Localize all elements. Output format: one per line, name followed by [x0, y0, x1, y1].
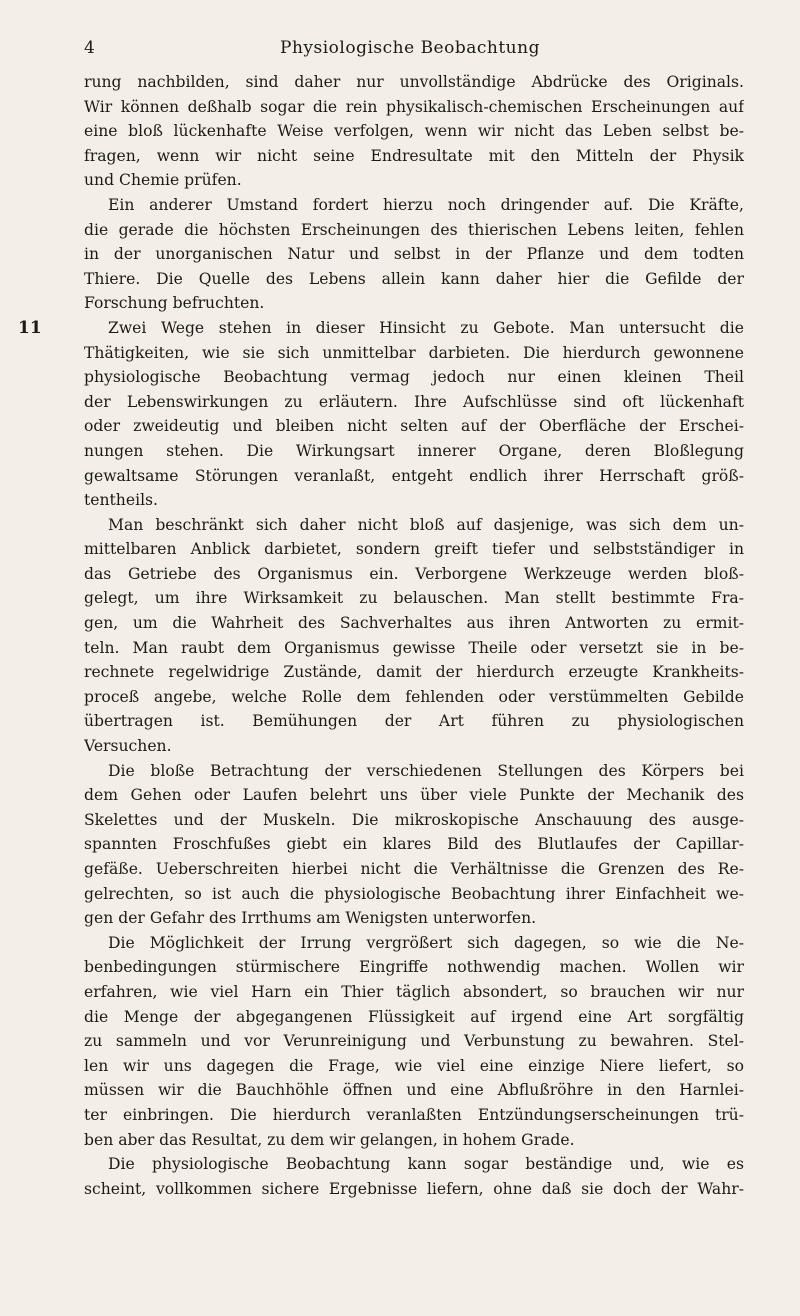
text-line: das Getriebe des Organismus ein. Verborgene Werkzeuge werden bloß- — [84, 564, 744, 583]
text-line: Zwei Wege stehen in dieser Hinsicht zu Gebote. Man untersucht die — [108, 318, 744, 337]
page-number: 4 — [84, 38, 95, 58]
text-line: physiologische Beobachtung vermag jedoch nur einen kleinen Theil — [84, 368, 744, 387]
text-line: in der unorganischen Natur und selbst in der Pflanze und dem todten — [84, 245, 744, 264]
text-line: Thätigkeiten, wie sie sich unmittelbar darbieten. Die hierdurch gewonnene — [84, 343, 744, 362]
text-line: fragen, wenn wir nicht seine Endresultate mit den Mitteln der Physik — [84, 146, 744, 165]
running-title: Physiologische Beobachtung — [280, 38, 540, 58]
text-line: mittelbaren Anblick darbietet, sondern greift tiefer und selbstständiger in — [84, 540, 744, 559]
text-line: benbedingungen stürmischere Eingriffe nothwendig machen. Wollen wir — [84, 958, 744, 977]
text-line: gewaltsame Störungen veranlaßt, entgeht endlich ihrer Herrschaft größ- — [84, 466, 744, 485]
text-line: zu sammeln und vor Verunreinigung und Verbunstung zu bewahren. Stel- — [84, 1032, 744, 1051]
text-line: erfahren, wie viel Harn ein Thier täglich absondert, so brauchen wir nur — [84, 982, 744, 1001]
body-text — [84, 70, 744, 1201]
text-line: Ein anderer Umstand fordert hierzu noch dringender auf. Die Kräfte, — [108, 195, 744, 214]
text-line: oder zweideutig und bleiben nicht selten auf der Oberfläche der Erschei- — [84, 417, 744, 436]
text-line: Man beschränkt sich daher nicht bloß auf dasjenige, was sich dem un- — [108, 515, 744, 534]
text-line: teln. Man raubt dem Organismus gewisse Theile oder versetzt sie in be- — [84, 638, 744, 657]
text-line: Die bloße Betrachtung der verschiedenen Stellungen des Körpers bei — [108, 761, 744, 780]
text-line: rung nachbilden, sind daher nur unvollständige Abdrücke des Originals. — [84, 73, 744, 91]
text-line: eine bloß lückenhafte Weise verfolgen, wenn wir nicht das Leben selbst be- — [84, 122, 744, 141]
text-line: gelegt, um ihre Wirksamkeit zu belauschen. Man stellt bestimmte Fra- — [84, 589, 744, 608]
text-line: scheint, vollkommen sichere Ergebnisse liefern, ohne daß sie doch der Wahr- — [84, 1179, 744, 1198]
text-line: spannten Froschfußes giebt ein klares Bild des Blutlaufes der Capillar- — [84, 835, 744, 854]
text-line: die gerade die höchsten Erscheinungen des thierischen Lebens leiten, fehlen — [84, 220, 744, 239]
text-line: Thiere. Die Quelle des Lebens allein kann daher hier die Gefilde der — [84, 269, 744, 288]
page-header — [70, 38, 750, 64]
text-line: Die Möglichkeit der Irrung vergrößert sich dagegen, so wie die Ne- — [108, 933, 744, 952]
text-line: ben aber das Resultat, zu dem wir gelangen, in hohem Grade. — [84, 1130, 575, 1149]
text-line: gelrechten, so ist auch die physiologische Beobachtung ihrer Einfachheit we- — [84, 884, 744, 903]
margin-section-number: 11 — [18, 318, 42, 338]
text-line: müssen wir die Bauchhöhle öffnen und eine Abflußröhre in den Harnlei- — [84, 1081, 744, 1100]
text-line: Versuchen. — [84, 737, 172, 756]
text-line: rechnete regelwidrige Zustände, damit der hierdurch erzeugte Krankheits- — [84, 663, 744, 682]
text-line: die Menge der abgegangenen Flüssigkeit auf irgend eine Art sorgfältig — [84, 1007, 744, 1026]
text-line: gefäße. Ueberschreiten hierbei nicht die Verhältnisse die Grenzen des Re- — [84, 860, 744, 878]
text-line: len wir uns dagegen die Frage, wie viel eine einzige Niere liefert, so — [84, 1056, 744, 1075]
text-line: gen, um die Wahrheit des Sachverhaltes aus ihren Antworten zu ermit- — [84, 614, 744, 633]
text-line: proceß angebe, welche Rolle dem fehlenden oder verstümmelten Gebilde — [84, 687, 744, 706]
text-line: gen der Gefahr des Irrthums am Wenigsten unterworfen. — [84, 909, 537, 928]
text-line: tentheils. — [84, 491, 159, 510]
text-line: und Chemie prüfen. — [84, 171, 242, 190]
text-line: dem Gehen oder Laufen belehrt uns über viele Punkte der Mechanik des — [84, 786, 744, 805]
text-line: Die physiologische Beobachtung kann sogar beständige und, wie es — [108, 1155, 744, 1174]
text-line: Wir können deßhalb sogar die rein physikalisch-chemischen Erscheinungen auf — [84, 97, 744, 116]
text-line: Forschung befruchten. — [84, 294, 265, 313]
text-line: der Lebenswirkungen zu erläutern. Ihre Aufschlüsse sind oft lückenhaft — [84, 392, 744, 411]
text-line: Skelettes und der Muskeln. Die mikroskopische Anschauung des ausge- — [84, 810, 744, 829]
text-line: übertragen ist. Bemühungen der Art führen zu physiologischen — [84, 712, 744, 731]
text-line: nungen stehen. Die Wirkungsart innerer Organe, deren Bloßlegung — [84, 441, 744, 460]
text-line: ter einbringen. Die hierdurch veranlaßten Entzündungserscheinungen trü- — [84, 1105, 744, 1124]
